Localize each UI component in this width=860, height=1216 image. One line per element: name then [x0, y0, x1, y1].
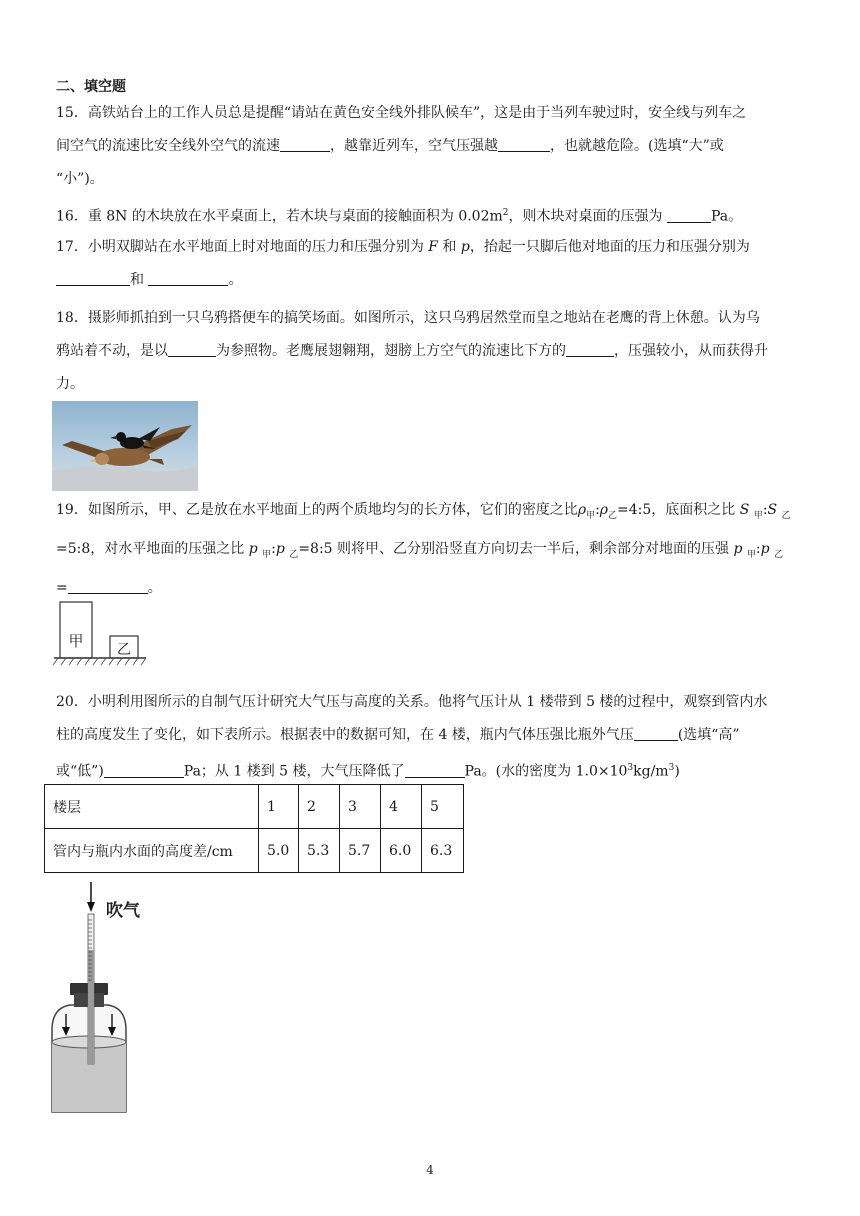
subscript: 甲 [262, 549, 272, 560]
q19-text: =8:5 则将甲、乙分别沿竖直方向切去一半后，剩余部分对地面的压强 [298, 540, 734, 557]
q17-line1 [56, 231, 808, 264]
subscript: 甲 [746, 549, 756, 560]
q19-text: : [755, 540, 761, 557]
answer-blank[interactable] [498, 136, 550, 152]
answer-blank[interactable] [148, 270, 228, 286]
density-symbol: ρ [599, 502, 609, 518]
q18-line1: 18．摄影师抓拍到一只乌鸦搭便车的搞笑场面。如图所示，这只乌鸦居然堂而皇之地站在老鹰的背上休憩。认为乌 [56, 310, 760, 326]
q18-text: ，压强较小，从而获得升 [614, 343, 768, 359]
block-label-yi: 乙 [117, 642, 131, 658]
question-20 [56, 686, 808, 789]
q19-text: : [762, 502, 768, 518]
area-symbol: S [767, 502, 778, 518]
q17-line2 [56, 264, 808, 297]
page-number: 4 [426, 1163, 434, 1177]
q17-text: 和 [130, 272, 149, 288]
q18-text: 鸦站着不动，是以 [56, 343, 168, 359]
density-symbol: ρ [577, 502, 587, 518]
q20-line2 [56, 719, 808, 752]
pressure-symbol: p [248, 540, 258, 557]
q20-text: 或“低”) [56, 763, 104, 780]
q19-text: =4:5，底面积之比 [617, 502, 740, 518]
q16-text: 16．重 8N 的木块放在水平桌面上，若木块与桌面的接触面积为 0.02m [56, 208, 503, 225]
table-cell: 2 [299, 785, 340, 829]
table-cell: 6.3 [422, 829, 464, 873]
blocks-figure [52, 598, 152, 668]
q20-text: kg/m [633, 763, 669, 780]
area-symbol: S [739, 502, 750, 518]
q18-line3: 力。 [56, 376, 84, 392]
table-header-cell: 管内与瓶内水面的高度差/cm [45, 829, 259, 873]
table-cell: 5 [422, 785, 464, 829]
subscript: 乙 [774, 549, 784, 560]
q20-text: 柱的高度发生了变化，如下表所示。根据表中的数据可知，在 4 楼，瓶内气体压强比瓶外气压 [56, 727, 634, 743]
blow-label: 吹气 [106, 901, 140, 921]
force-symbol: F [428, 239, 438, 255]
pressure-symbol: p [460, 239, 470, 255]
table-cell: 5.0 [259, 829, 299, 873]
q16-text: ，则木块对桌面的压强为 [508, 208, 667, 225]
section-title: 二、填空题 [56, 79, 126, 95]
q20-line1: 20．小明利用图所示的自制气压计研究大气压与高度的关系。他将气压计从 1 楼带到 5 楼的过程中，观察到管内水 [56, 694, 768, 710]
table-cell: 6.0 [381, 829, 422, 873]
q17-text: ，抬起一只脚后他对地面的压力和压强分别为 [469, 239, 750, 255]
ground-hatching [53, 658, 146, 665]
subscript: 乙 [781, 510, 791, 521]
answer-blank[interactable] [68, 578, 148, 594]
answer-blank[interactable] [168, 341, 216, 357]
question-17 [56, 231, 808, 297]
q19-text: 19．如图所示，甲、乙是放在水平地面上的两个质地均匀的长方体，它们的密度之比 [56, 502, 578, 518]
q17-text: 17．小明双脚站在水平地面上时对地面的压力和压强分别为 [56, 239, 429, 255]
answer-blank[interactable] [566, 341, 614, 357]
question-18 [56, 302, 808, 401]
q19-text: 。 [147, 579, 162, 596]
q15-text: 间空气的流速比安全线外空气的流速 [56, 138, 280, 154]
barometer-figure [44, 880, 194, 1120]
answer-blank[interactable] [405, 762, 465, 778]
answer-blank[interactable] [634, 725, 678, 741]
subscript: 乙 [289, 549, 299, 560]
superscript: 3 [627, 763, 634, 773]
question-19 [56, 494, 808, 605]
table-cell: 3 [340, 785, 381, 829]
q19-text: : [271, 540, 276, 557]
table-cell: 5.3 [299, 829, 340, 873]
q15-text: ，也就越危险。(选填“大”或 [550, 138, 724, 154]
table-row [45, 829, 464, 873]
pressure-symbol: p [760, 540, 770, 557]
q19-line1 [56, 494, 808, 533]
subscript: 甲 [586, 510, 596, 521]
q19-line3 [56, 572, 808, 605]
superscript: 3 [668, 763, 675, 773]
table-cell: 5.7 [340, 829, 381, 873]
answer-blank[interactable] [104, 762, 184, 778]
question-15 [56, 97, 808, 196]
height-difference-table [44, 784, 464, 873]
q20-text: Pa；从 1 楼到 5 楼，大气压降低了 [183, 763, 405, 780]
q19-text: =5:8，对水平地面的压强之比 [56, 540, 249, 557]
table-cell: 4 [381, 785, 422, 829]
q20-text: (选填“高” [677, 727, 740, 743]
q19-line2 [56, 533, 808, 572]
subscript: 乙 [608, 510, 618, 521]
q15-line1: 15．高铁站台上的工作人员总是提醒“请站在黄色安全线外排队候车”，这是由于当列车驶过时，安全线与列车之 [56, 105, 747, 121]
subscript: 甲 [753, 510, 763, 521]
q16-text: Pa。 [710, 208, 743, 225]
q15-line3: “小”)。 [56, 171, 104, 187]
table-cell: 1 [259, 785, 299, 829]
superscript: 2 [502, 208, 509, 218]
q19-text: = [56, 579, 68, 596]
pressure-symbol: p [275, 540, 285, 557]
block-label-jia: 甲 [68, 632, 84, 650]
q15-line2 [56, 130, 808, 163]
table-row [45, 785, 464, 829]
pressure-symbol: p [733, 540, 743, 557]
q18-line2 [56, 335, 808, 368]
q19-text: : [595, 502, 600, 518]
q17-text: 。 [228, 272, 243, 288]
table-header-cell: 楼层 [45, 785, 259, 829]
q15-text: ，越靠近列车，空气压强越 [330, 138, 498, 154]
answer-blank[interactable] [667, 207, 711, 223]
q20-text: ) [674, 763, 680, 780]
q20-text: Pa。(水的密度为 1.0×10 [464, 763, 628, 780]
q18-text: 为参照物。老鹰展翅翱翔，翅膀上方空气的流速比下方的 [216, 343, 566, 359]
answer-blank[interactable] [280, 136, 330, 152]
eagle-crow-photo [52, 401, 198, 491]
question-16 [56, 197, 808, 234]
answer-blank[interactable] [56, 270, 130, 286]
q17-text: 和 [437, 239, 461, 255]
